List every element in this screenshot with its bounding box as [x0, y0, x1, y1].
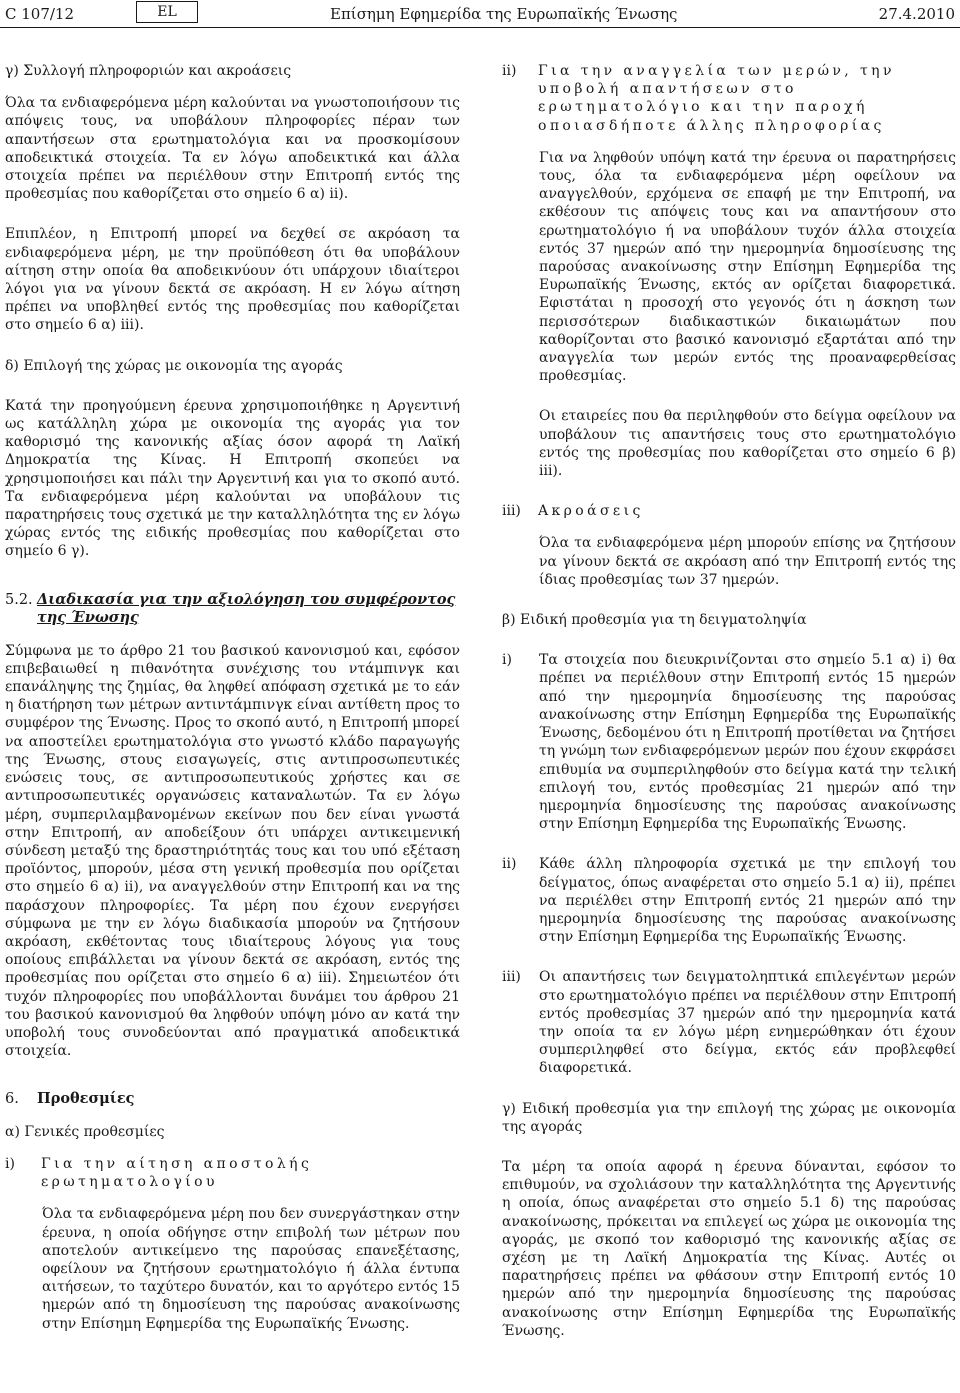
section-5-2-title [5, 591, 460, 628]
paragraph: Κατά την προηγούμενη έρευνα χρησιμοποιήθηκε η Αργεντινή ως κατάλληλη χώρα με οικονομία της αγοράς για τον καθορισμό της κανονικής αξίας όσον αφορά τη Λαϊκή Δημοκρατία της Κίνας. Η Επιτροπή σκοπεύει να χρησιμοποιήσει και πάλι την Αργεντινή και για το σκοπό αυτό. Τα ενδιαφερόμενα μέρη καλούνται να υποβάλουν τις παρατηρήσεις τους σχετικά με την καταλληλότητα της εν λόγω χώρας εντός της ειδικής προθεσμίας που καθορίζεται στο σημείο 6 γ). [5, 397, 460, 560]
heading-sampling-deadline: β) Ειδική προθεσμία για τη δειγματοληψία [502, 612, 807, 629]
item-label: ii) [502, 63, 517, 79]
language-code-box: EL [136, 1, 198, 23]
item-label: i) [502, 652, 512, 669]
left-column [5, 62, 460, 1389]
section-number: 5.2. [5, 591, 33, 608]
item-label: iii) [502, 969, 521, 986]
paragraph: Επιπλέον, η Επιτροπή μπορεί να δεχθεί σε ακρόαση τα ενδιαφερόμενα μέρη, με την προϋπόθεση ότι θα υποβάλουν αίτηση στην οποία θα αποδεικνύουν ότι υπάρχουν ιδιαίτεροι λόγοι για να γίνουν δεκτά σε ακρόαση. Η εν λόγω αίτηση πρέπει να υποβληθεί εντός της προθεσμίας που καθορίζεται στο σημείο 6 α) iii). [5, 226, 460, 334]
section-number: 6. [5, 1091, 19, 1108]
paragraph: Οι εταιρείες που θα περιληφθούν στο δείγμα οφείλουν να υποβάλουν τις απαντήσεις τους στο ερωτηματολόγιο εντός της προθεσμίας που καθορίζεται στο σημείο 6 β) iii). [539, 408, 956, 480]
paragraph: Τα μέρη τα οποία αφορά η έρευνα δύνανται, εφόσον το επιθυμούν, να σχολιάσουν την καταλληλότητα της Αργεντινής η οποία, όπως αναφέρεται στο σημείο 5.1 δ) της παρούσας ανακοίνωσης, πρόκειται να επιλεγεί ως χώρα με οικονομία της αγοράς, με σκοπό τον καθορισμό της κανονικής αξίας σε σχέση με τη Λαϊκή Δημοκρατία της Κίνας. Αυτές οι παρατηρήσεις πρέπει να φθάσουν στην Επιτροπή εντός 10 ημερών από την ημερομηνία δημοσίευσης της παρούσας ανακοίνωσης στην Επίσημη Εφημερίδα της Ευρωπαϊκής Ένωσης. [502, 1158, 956, 1339]
subheading-hearings [502, 502, 956, 520]
section-title-text: Προθεσμίες [37, 1090, 135, 1108]
subheading-text: Για την αίτηση αποστολής ερωτηματολογίου [41, 1156, 313, 1191]
subheading-party-notification [502, 62, 956, 135]
paragraph: Για να ληφθούν υπόψη κατά την έρευνα οι παρατηρήσεις τους, όλα τα ενδιαφερόμενα μέρη οφείλουν να αναγγελθούν, ερχόμενα σε επαφή με την Επιτροπή, να εκθέσουν τις απόψεις τους και να απαντήσουν στο ερωτηματολόγιο ή να υποβάλουν τυχόν άλλα στοιχεία εντός 37 ημερών από την ημερομηνία δημοσίευσης της παρούσας ανακοίνωσης στην Επίσημη Εφημερίδα της Ευρωπαϊκής Ένωσης, εκτός αν ορίζεται διαφορετικά. Εφιστάται η προσοχή στο γεγονός ότι η άσκηση των περισσότερων διαδικαστικών δικαιωμάτων που καθορίζονται στο βασικό κανονισμό εξαρτάται από την αναγγελία των μερών εντός της προαναφερθείσας προθεσμίας. [539, 149, 956, 385]
paragraph: Κάθε άλλη πληροφορία σχετικά με την επιλογή του δείγματος, όπως αναφέρεται στο σημείο 5.1 α) ii), πρέπει να περιέλθει στην Επιτροπή εντός 21 ημερών από την ημερομηνία δημοσίευσης της παρούσας ανακοίνωσης στην Επίσημη Εφημερίδα της Ευρωπαϊκής Ένωσης. [539, 856, 956, 946]
item-label: i) [5, 1156, 15, 1173]
paragraph: Όλα τα ενδιαφερόμενα μέρη μπορούν επίσης να ζητήσουν να γίνουν δεκτά σε ακρόαση από την Επιτροπή εντός της ίδιας προθεσμίας των 37 ημερών. [539, 535, 956, 588]
paragraph: Όλα τα ενδιαφερόμενα μέρη καλούνται να γνωστοποιήσουν τις απόψεις τους, να υποβάλουν πληροφορίες πέραν των απαντήσεων στα ερωτηματολόγια και να προσκομίσουν αποδεικτικά στοιχεία. Τα εν λόγω αποδεικτικά και άλλα στοιχεία πρέπει να περιέλθουν στην Επιτροπή εντός της προθεσμίας που καθορίζεται στο σημείο 6 α) ii). [5, 95, 460, 203]
list-item [502, 855, 956, 946]
heading-market-economy-deadline: γ) Ειδική προθεσμία για την επιλογή της χώρας με οικονομία της αγοράς [502, 1100, 956, 1135]
subheading-questionnaire-request [5, 1155, 460, 1191]
right-column [502, 62, 956, 1389]
indented-block [502, 534, 956, 589]
page-header [0, 0, 960, 26]
list-item [502, 968, 956, 1077]
page-number: C 107/12 [5, 5, 75, 23]
publication-date: 27.4.2010 [878, 5, 955, 23]
header-rule [0, 27, 960, 28]
paragraph: Σύμφωνα με το άρθρο 21 του βασικού κανονισμού και, εφόσον επιβεβαιωθεί η πιθανότητα συνέχισης του ντάμπινγκ και επανάληψης της ζημίας, θα ληφθεί απόφαση σχετικά με το εάν η διατήρηση των μέτρων αντιντάμπινγκ είναι αντίθετη προς το συμφέρον της Ένωσης. Προς το σκοπό αυτό, η Επιτροπή μπορεί να αποστείλει ερωτηματολόγια στο γνωστό κλάδο παραγωγής της Ένωσης, στους εισαγωγείς, στις αντιπροσωπευτικές ενώσεις τους, σε αντιπροσωπευτικούς χρήστες και σε αντιπροσωπευτικές οργανώσεις καταναλωτών. Τα εν λόγω μέρη, συμπεριλαμβανομένων εκείνων που δεν είναι γνωστά στην Επιτροπή, αν αποδείξουν ότι υπάρχει αντικειμενική σύνδεση μεταξύ της δραστηριότητάς τους και του υπό εξέταση προϊόντος, μπορούν, μέσα στη γενική προθεσμία που ορίζεται στο σημείο 6 α) ii), να αναγγελθούν στην Επιτροπή και να της παράσχουν πληροφορίες. Τα μέρη που έχουν ενεργήσει σύμφωνα με την εν λόγω διαδικασία μπορούν να ζητήσουν ακρόαση, εκθέτοντας τους ιδιαίτερους λόγους για τους οποίους επιβάλλεται να γίνουν δεκτά σε ακρόαση, εντός της προθεσμίας που ορίζεται στο σημείο 6 α) iii). Σημειωτέον ότι τυχόν πληροφορίες που υποβάλλονται δυνάμει του άρθρου 21 του βασικού κανονισμού θα ληφθούν υπόψη μόνο αν κατά την υποβολή τους συνοδεύονται από πραγματικά αποδεικτικά στοιχεία. [5, 642, 460, 1060]
heading-general-deadlines: α) Γενικές προθεσμίες [5, 1123, 165, 1140]
list-item [502, 651, 956, 833]
item-label: iii) [502, 503, 521, 520]
section-6-title [5, 1090, 460, 1109]
subheading-text: Για την αναγγελία των μερών, την υποβολή απαντήσεων στο ερωτηματολόγιο και την παροχή οποιασδήποτε άλλης πληροφορίας [538, 63, 895, 134]
subheading-text: Ακροάσεις [538, 503, 644, 520]
heading-information-collection: γ) Συλλογή πληροφοριών και ακροάσεις [5, 63, 292, 79]
indented-block [502, 149, 956, 480]
indented-block [5, 1205, 460, 1332]
paragraph: Τα στοιχεία που διευκρινίζονται στο σημείο 5.1 α) i) θα πρέπει να περιέλθουν στην Επιτροπή εντός 15 ημερών από την ημερομηνία δημοσίευσης της παρούσας ανακοίνωσης στην Επίσημη Εφημερίδα της Ευρωπαϊκής Ένωσης, δεδομένου ότι η Επιτροπή προτίθεται να ζητήσει τη γνώμη των ενδιαφερόμενων μερών που έχουν εκφράσει επιθυμία να συμπεριληφθούν στο δείγμα κατά την τελική επιλογή του, εντός προθεσμίας 21 ημερών από την ημερομηνία δημοσίευσης της παρούσας ανακοίνωσης στην Επίσημη Εφημερίδα της Ευρωπαϊκής Ένωσης. [539, 652, 956, 833]
paragraph: Όλα τα ενδιαφερόμενα μέρη που δεν συνεργάστηκαν στην έρευνα, η οποία οδήγησε στην επιβολή των μέτρων που αποτελούν αντικείμενο της παρούσας επανεξέτασης, οφείλουν να ζητήσουν ερωτηματολόγιο ή άλλα έντυπα αιτήσεων, το ταχύτερο δυνατόν, και το αργότερο εντός 15 ημερών από τη δημοσίευση της παρούσας ανακοίνωσης στην Επίσημη Εφημερίδα της Ευρωπαϊκής Ένωσης. [42, 1206, 460, 1332]
heading-market-economy-country: δ) Επιλογή της χώρας με οικονομία της αγοράς [5, 357, 343, 374]
journal-title: Επίσημη Εφημερίδα της Ευρωπαϊκής Ένωσης [330, 5, 678, 23]
section-title-text: Διαδικασία για την αξιολόγηση του συμφέροντος της Ένωσης [37, 590, 456, 627]
item-label: ii) [502, 856, 517, 873]
paragraph: Οι απαντήσεις των δειγματοληπτικά επιλεγέντων μερών στο ερωτηματολόγιο πρέπει να περιέλθουν στην Επιτροπή εντός προθεσμίας 37 ημερών από την ημερομηνία κατά την οποία τα εν λόγω μέρη ενημερώθηκαν ότι έχουν συμπεριληφθεί στο δείγμα, εκτός εάν προβλεφθεί διαφορετικά. [539, 969, 956, 1077]
